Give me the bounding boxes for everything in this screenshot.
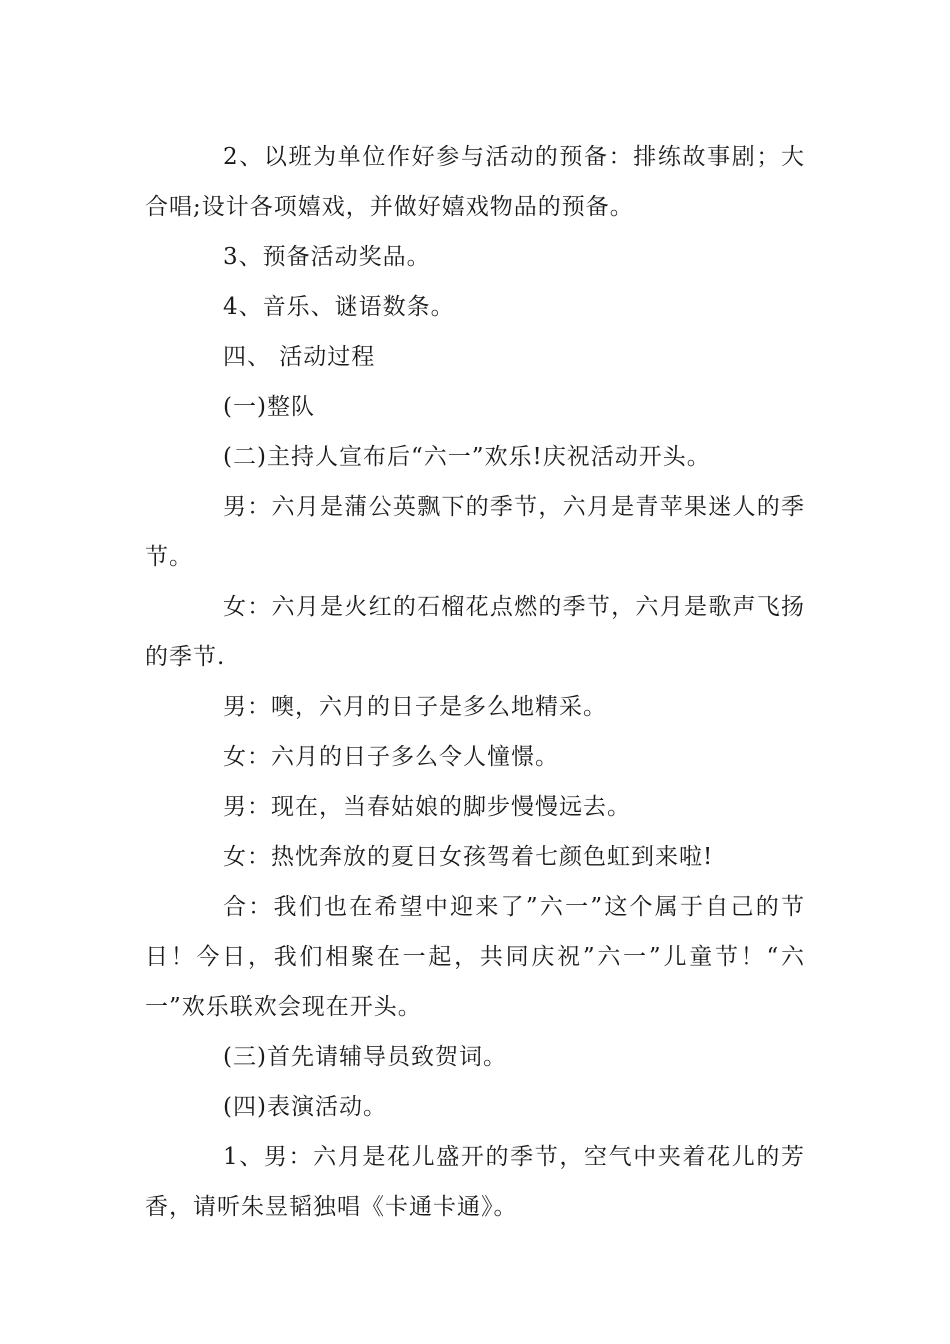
- paragraph-step-1: (一)整队: [223, 394, 315, 420]
- paragraph-step-3: (三)首先请辅导员致贺词。: [223, 1044, 507, 1070]
- paragraph-dialogue-female-3: 女：热忱奔放的夏日女孩驾着七颜色虹到来啦!: [223, 844, 714, 870]
- paragraph-dialogue-female-1: 女：六月是火红的石榴花点燃的季节，六月是歌声飞扬的季节.: [145, 594, 805, 670]
- paragraph-performance-1: 1、男：六月是花儿盛开的季节，空气中夹着花儿的芳香，请听朱昱韬独唱《卡通卡通》。: [145, 1144, 805, 1220]
- section-heading-activity-process: 四、 活动过程: [223, 344, 376, 370]
- paragraph-dialogue-male-1: 男：六月是蒲公英飘下的季节，六月是青苹果迷人的季节。: [145, 494, 805, 570]
- paragraph-preparation-4: 4、音乐、谜语数条。: [223, 294, 455, 320]
- paragraph-preparation-3: 3、预备活动奖品。: [223, 244, 431, 270]
- document-page: [145, 132, 805, 1232]
- paragraph-dialogue-male-2: 男：噢，六月的日子是多么地精采。: [223, 694, 607, 720]
- paragraph-step-2: (二)主持人宣布后“六一”欢乐!庆祝活动开头。: [223, 444, 711, 470]
- paragraph-step-4: (四)表演活动。: [223, 1094, 387, 1120]
- paragraph-preparation-2: 2、以班为单位作好参与活动的预备：排练故事剧；大合唱;设计各项嬉戏，并做好嬉戏物品的预备。: [145, 144, 805, 220]
- paragraph-dialogue-together: 合：我们也在希望中迎来了”六一”这个属于自己的节日！今日，我们相聚在一起，共同庆祝”六一”儿童节！“六一”欢乐联欢会现在开头。: [145, 894, 805, 1020]
- paragraph-dialogue-male-3: 男：现在，当春姑娘的脚步慢慢远去。: [223, 794, 631, 820]
- paragraph-dialogue-female-2: 女：六月的日子多么令人憧憬。: [223, 744, 559, 770]
